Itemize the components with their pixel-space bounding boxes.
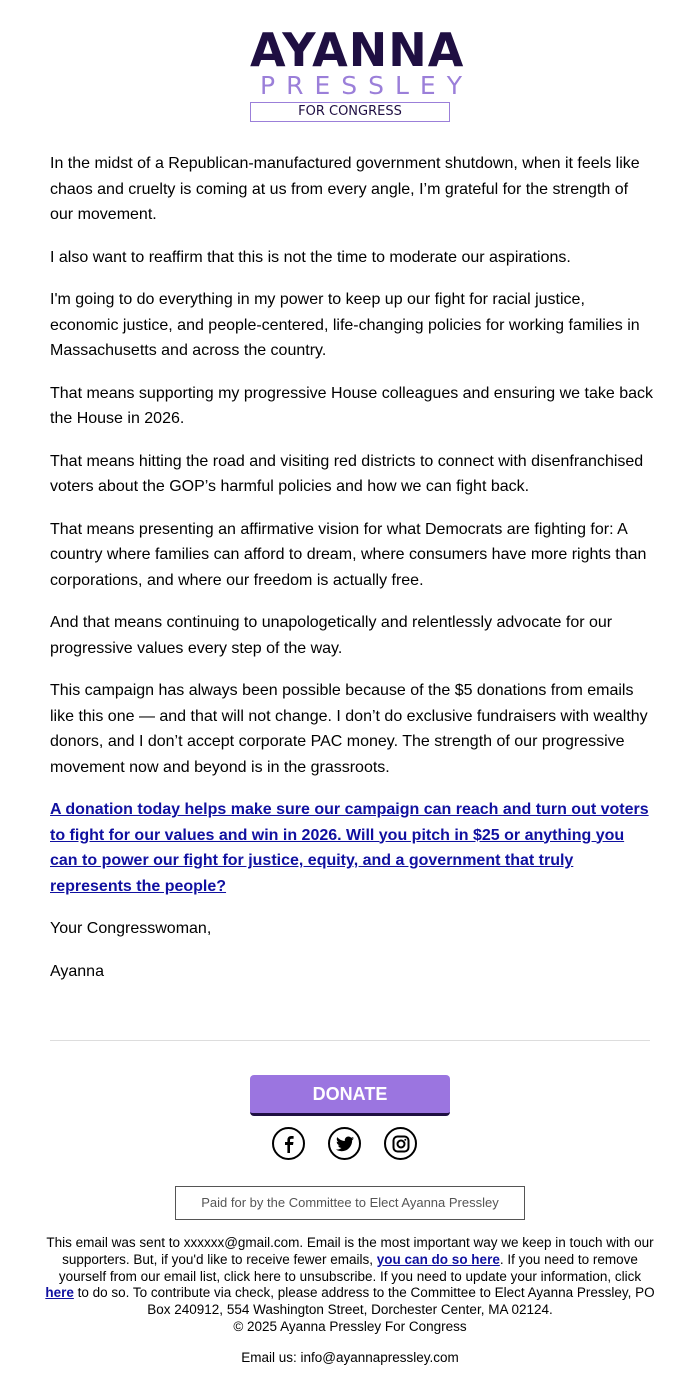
logo-name: AYANNA: [250, 23, 465, 77]
campaign-logo: [250, 23, 473, 122]
paid-for-disclaimer: Paid for by the Committee to Elect Ayanna Pressley: [175, 1186, 525, 1220]
donation-cta-link[interactable]: A donation today helps make sure our campaign can reach and turn out voters to fight for our values and win in 2026. Will you pitch in $25 or anything you can to power our fight for justice, equity, and a government that truly represents the people?: [50, 801, 649, 895]
paragraph: That means supporting my progressive House colleagues and ensuring we take back the House in 2026.: [50, 384, 653, 427]
update-info-link[interactable]: here: [45, 1285, 74, 1301]
paragraph: And that means continuing to unapologetically and relentlessly advocate for our progressive values every step of the way.: [50, 614, 613, 657]
donate-button[interactable]: DONATE: [250, 1075, 450, 1116]
facebook-icon[interactable]: [272, 1127, 305, 1160]
footer-text: [45, 1235, 655, 1336]
contact-email: Email us: info@ayannapressley.com: [241, 1350, 459, 1365]
paragraph: In the midst of a Republican-manufactured government shutdown, when it feels like chaos and cruelty is coming at us from every angle, I’m grateful for the strength of our movement.: [50, 155, 640, 223]
footer-text-part: . If you need to remove yourself from our email list, click here to unsubscribe. If you need to update your information, click: [58, 1251, 642, 1284]
signature: Ayanna: [50, 962, 104, 980]
copyright: © 2025 Ayanna Pressley For Congress: [233, 1318, 467, 1334]
logo-surname: PRESSLEY: [260, 71, 473, 100]
social-links: [272, 1127, 417, 1160]
fewer-emails-link[interactable]: you can do so here: [376, 1251, 500, 1267]
footer-text-part: to do so. To contribute via check, please address to the Committee to Elect Ayanna Pressley, PO Box 240912, 554 Washington Street, Dorchester Center, MA 02124.: [73, 1285, 655, 1318]
paragraph: I'm going to do everything in my power to keep up our fight for racial justice, economic justice, and people-centered, life-changing policies for working families in Massachusetts and across the country.: [50, 291, 640, 359]
paragraph: I also want to reaffirm that this is not the time to moderate our aspirations.: [50, 248, 571, 266]
paragraph: That means presenting an affirmative vision for what Democrats are fighting for: A country where families can afford to dream, where consumers have more rights than corporations, and where our freedom is actually free.: [50, 520, 647, 589]
divider: [50, 1040, 650, 1041]
twitter-icon[interactable]: [328, 1127, 361, 1160]
signoff: Your Congresswoman,: [50, 920, 212, 937]
logo-tagline: FOR CONGRESS: [250, 102, 450, 122]
footer-text-part: This email was sent to xxxxxx@gmail.com. Email is the most important way we keep in touch with our supporters. But, if you'd like to receive fewer emails,: [46, 1235, 654, 1267]
instagram-icon[interactable]: [384, 1127, 417, 1160]
email-body: [50, 151, 655, 1001]
paragraph: That means hitting the road and visiting red districts to connect with disenfranchised voters about the GOP’s harmful policies and how we can fight back.: [50, 452, 644, 495]
paragraph: This campaign has always been possible because of the $5 donations from emails like this one — and that will not change. I don’t do exclusive fundraisers with wealthy donors, and I don’t accept corporate PAC money. The strength of our progressive movement now and beyond is in the grassroots.: [50, 682, 648, 776]
